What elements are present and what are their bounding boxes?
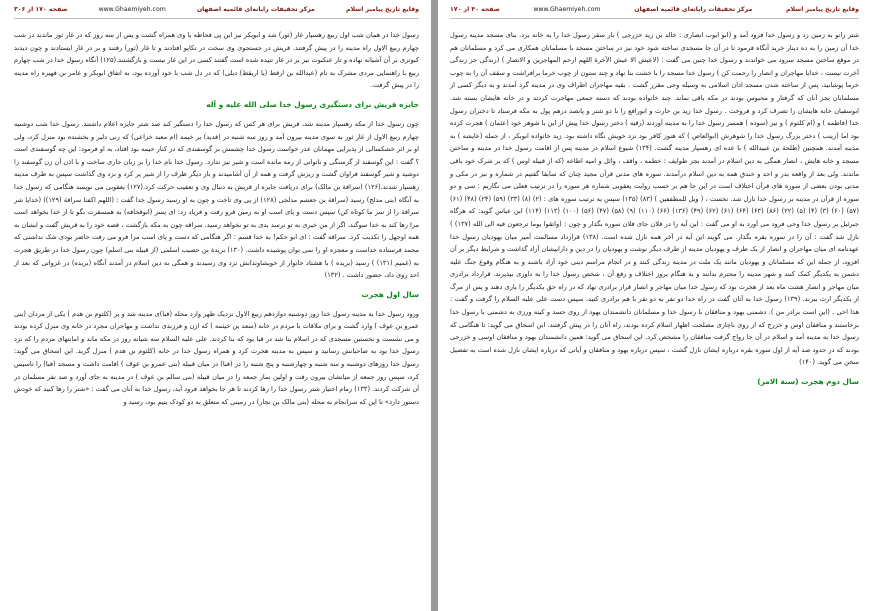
book-title: وقایع تاریخ پیامبر اسلام: [785, 5, 859, 13]
paragraph: شتر زانو به زمین زد و رسول خدا فرود آمد و (ابو ایوب انصاری : خالد بن زید خزرجی ) بار سفر رسول خدا را به خانه برد. بنای مسجد مدینه رسول خدا آن زمین را به ده دینار خرید آنگاه فرمود تا در آن جا مسجدی ساخته شود خود نیز در ساختن مسجد با مسلمانان همکاری می کرد و مسلمانان هم در موقع ساختن مسجد سرود می خواندند و رسول خدا چنین می گفت : (لاعیش الا عیش الآخرة اللهم ارحم المهاجرین و الانصار ) (زندگی جز زندگی آخرت نیست ، خدایا مهاجران و انصار را رحمت کن ) رسول خدا مسجد را با خشت بنا نهاد و چند ستون از چوب خرما برافراشت و سقف آن را به چوب خرما پوشانید، پس از ساخته شدن مسجد اذان اسلامی به وسیله وحی مقرر گشت . بقیه مهاجران اطراف وی در مدینه گرد آمدند و به دیگر کسی از مسلمانان بجز آنان که گرفتار و محبوس بودند در مکه باقی نماند. چند خانواده بودند که دسته جمعی مهاجرت کردند و در خانه هایشان بسته شد. ابوسفیان خانه هایشان را تصرف کرد و فروخت . رسول خدا زید بن حارث و ابورافع را با دو شتر و پانصد درهم پول به مکه فرستاد تا دختران رسول خدا (فاطمه ) و (ام کلثوم ) و نیز (سوده ) همسر رسول خدا را به مدینه آوردند (رقیه ) دختر رسول خدا پیش از این با شوهر خود (عثمان ) هجرت کرده بود اما (زینب ) دختر بزرگ رسول خدا را شوهرش (ابوالعاص ) که هنوز کافر بود نزد خویش نگاه داشته بود. زید خانواده ابوبکر ، از جمله (عایشه ) به مدینه آمدند. همچنین (طلحة بن عبیدالله ) با عده ای رهسپار مدینه گشت. (۱۳۴) شیوع اسلام در مدینه پس از اقامت رسول خدا در مدینه و ساختن مسجد و خانه هایش ، انصار همگی به دین اسلام در آمدند بجز طوایف : خطمه ، واقف ، وائل و امیه اطاعه (که از قبیله اوس ) که بر شرک خود باقی ماندند. ولی بعد از واقعه بدر و احد و خندق همه به دین اسلام درآمدند. سوره های مدنی قرآن مجید چنان که سابقا گفتیم در شماره و نیز در مکی و مدنی بودن بعضی از سوره های قرآن اختلاف است در این جا هم بر حسب روایت یعقوبی شماره هر سوره را در ترتیب فعلی می نگاریم : سی و دو سوره از قرآن در مدینه بر رسول خدا نازل شد. نخست ، ( ویل للمطففین ) (۸۳) (۱۳۵) سپس به ترتیب سوره های : (۲) (۸) (۳۳) (۵۹) (۲۴) (۴۸) (۶۱) (۵۷) (۶۰) (۳) (۴) (۵) (۲۲) (۸۶) (۶۳) (۶۴) (۶۱) (۶۲) (۴۹) (۱۳۶) (۶۶) (۱۱۰) (۹) (۵۸) (۴۷) (۵۶) (۱۰۰) (۱۱۳) (۱۱۴) ابن عباس گوید: که هرگاه جبرئیل بر رسول خدا وحی فرود می آورد به او می گفت : این آیه را در فلان جای فلان سوره بگذار و چون : (واتقوا یوما ترجعون فیه الی الله (۱۳۷) ) نازل شد گفت : آن را در سوره بقره بگذار. می گویند این آیه در آخر همه نازل شده است. (۱۳۸) قرارداد مسالمت آمیز میان یهودیان رسول خدا عهدنامه ای میان مهاجران و انصار از یک طرف و یهودیان مدینه از طرف دیگر نوشت و یهودیان را در دین و داراییشان آزاد گذاشت و شرایط دیگر بر آن افزود، از جمله این که مسلمانان و یهودیان مانند یک ملت در مدینه زندگی کنند و در انجام مراسم دینی خود آزاد باشند و به هنگام وقوع جنگ علیه دشمن به یکدیگر کمک کنند و شهر مدینه را محترم بدانند و به هنگام بروز اختلاف و رفع آن ، شخص رسول خدا را به داوری بپذیرند. قرارداد برادری میان مهاجر و انصار هشت ماه بعد از هجرت بود که رسول خدا میان مهاجر و انصار قرار برادری نهاد که در راه حق یکدیگر را یاری دهند و پس از مرگ از یکدیگر ارث ببرند. (۱۳۹) رسول خدا به آنان گفت در راه خدا دو نفر به دو نفر با هم برادری کنید، سپس دست علی علیه السلام را گرفت و گفت : هذا اخی . (این است برادر من ). دشمنی یهود و منافقان با رسول خدا و مسلمانان دانشمندان یهود از روی حسد و کینه ورزی به دشمنی با رسول خدا برخاستند و منافقان اوس و خزرج که از روی ناچاری مصلحت اظهار اسلام کرده بودند، راه آنان را در پیش گرفتند. ابن اسحاق می گوید: تا هنگامی که رسول خدا به مدینه آمد و اسلام در آن جا رواج گرفت منافقان را مشخص کرد. ابن اسحاق می گوید: همین دانشمندان یهود و منافقان اوسی و خزرجی بودند که در حدود صد آیه از اول سوره بقره درباره ایشان نازل گشت ، سپس درباره یهود و منافقان و آیاتی که درباره ایشان نازل شده است به تفصیل سخن می گوید. (۱۴۰): [450, 31, 859, 367]
right-page: [438, 0, 871, 611]
right-page-header: [450, 0, 859, 19]
page-number: صفحه ۱۷۰ از ۳۰۶: [14, 5, 68, 13]
section-heading: سال اول هجرت: [361, 289, 419, 299]
paragraph: ورود رسول خدا به مدینه رسول خدا روز دوشنبه دوازدهم ربیع الاول نزدیک ظهر وارد محله (قبا)ی مدینه شد و بر (کلثوم بن هدم ) یکی از مردان (بنی عمرو بن عوف ) وارد گشت و برای ملاقات با مردم در خانه (سعد بن خیثمه ) که ازن و فرزندی نداشت و مهاجران مجرد در خانه وی منزل کرده بودند و می نشست و نخستین مسجدی که در اسلام بنا شد در قبا بود که بنا کردند. علی علیه السلام سه شبانه روز در مکه ماند و امانتهای مردم را که نزد رسول خدا بود به صاحبانش رسانید و سپس به مدینه هجرت کرد و همراه رسول خدا در خانه (کلثوم بن هدم ) منزل گزید. ابن اسحاق می گوید: رسول خدا روزهای دوشنبه و سه شنبه و چهارشنبه و پنج شنبه را در (قبا) در میان قبیله (بنی عمرو بن عوف ) اقامت داشت و مسجد (قبا) را تاسیس کرد، سپس روز جمعه از میانشان بیرون رفت و اولین نماز جمعه را در میان قبیله (بنی سالم بن عوف ) در مدینه به جای آورد و صد نفر مسلمان در آن شرکت کردند. (۱۳۳) زمام اختیار شتر رسول خدا را رها کردند تا هر جا بخواهد فرود آید، رسول خدا به آنان می گفت : «شتر را رها کنید که خودش دستور دارد» تا این که سرانجام به محله (بنی مالک بن نجار) در زمینی که متعلق به دو کودک یتیم بود، رسید و: [14, 309, 419, 406]
paragraph: چون رسول خدا از مکه رهسپار مدینه شد، قریش برای هر کس که رسول خدا را دستگیر کند صد شتر جایزه اعلام داشتند. رسول خدا شب دوشنبه چهارم ربیع الاول از غار ثور به سوی مدینه بیرون آمد و روز سه شنبه در (قدید) بر خیمه (ام معبد خزاعی) که زنی دلیر و بخشنده بود منزل کرد، ولی او بر اثر خشکسالی از پذیرایی مهمانان عذر خواست رسول خدا چشمش بر گوسفندی که در کنار خیمه بود افتاد، به او فرمود: این چه گوسفندی است ؟ گفت : این گوسفند از گرسنگی و ناتوانی از رمه مانده است و شیر نیز ندارد. رسول خدا نام خدا را بر زبان جاری ساخت و با اذن آن زن گوسفند را دوشید و شیر گوسفند فراوان گشت و ریزش گرفت و همه از آن آشامیدند و بار دیگر ظرف را از شیر پر کرد و نزد وی گذاشت سپس به طرف مدینه رهسپار شدند.(۱۲۶) (سراقة بن مالک) برای دریافت جایزه از قریش به دنبال وی و تعقیب حرکت کرد.(۱۲۷) یعقوبی می نویسد هنگامی که رسول خدا به آنگاه (بنی مدلج) رسید (سراقة بن جعشم مدلجی (۱۲۸) از پی وی تاخت و چون به او رسید رسول خدا گفت : (اللهم اکفنا سراقة (۱۲۹)) (خدایا شر سراقة را از سر ما کوتاه کن) سپس دست و پای اسب او به زمین فرو رفت و فریاد زد: ای پسر (ابوقحافه) به همسفرت بگو تا از خدا بخواهد اسب مرا رها کند به خدا سوگند، اگر از من خیری به تو نرسد بدی به تو نخواهد رسید. سراقه چون به مکه بازگشت ، قصه خود را به قریش گفت و ایشان به همه اوجهل را تکذیب کرد. سراقه گفت : ای ابو حکم! به خدا قسم : اگر هنگامی که دست و پای اسب مرا فرو می رفت حاضر بودی شک نداشتی که محمد فرستاده خداست و معجزه او را نمی توان پوشیده داشت. (۱۳۰) بریدة بن حصیب اسلمی (از قبیله بنی اسلم) چون رسول خدا در طریق هجرت به (غمیم (۱۳۱) ) رسید (بریده ) با هشتاد خانوار از خویشاوندانش نزد وی رسیدند و همگی به دین اسلام در آمدند آنگاه (بریده) در غزواتی که بعد از احد روی داد، حضور داشت . (۱۳۲): [14, 119, 420, 280]
book-title: وقایع تاریخ پیامبر اسلام: [345, 5, 419, 13]
publisher-name: مرکز تحقیقات رایانه‌ای قائمیه اصفهان: [196, 5, 315, 13]
section-heading: سال دوم هجرت (سنة الامر): [757, 377, 859, 387]
website-link[interactable]: www.Ghaemiyeh.com: [98, 5, 166, 13]
left-page-header: [14, 0, 419, 19]
website-link[interactable]: www.Ghaemiyeh.com: [533, 5, 601, 13]
page-number: صفحه ۴۰ از ۱۷۰: [450, 5, 500, 13]
publisher-name: مرکز تحقیقات رایانه‌ای قائمیه اصفهان: [634, 5, 753, 13]
section-heading: جایزه قریش برای دستگیری رسول خدا صلی الله علیه و آله: [206, 99, 419, 109]
left-page: [0, 0, 431, 611]
paragraph: رسول خدا در همان شب اول ربیع رهسپار غار (ثور) شد و ابوبکر نیز این پی فحاظه با وی همراه گشت و پس از سه روز که در غار ثور ماندند در شب چهارم ربیع الاول راه مدینه را در پیش گرفتند. قریش در جستجوی وی سخت در تکاپو افتادند و تا غار (ثور) رفتند و بر در غار ایستادند و چون دیدند کبوتری بر آن آشیانه نهاده و تار عنکبوت نیز بر در غار تنیده شده است گفتند کسی در این غار نیست و بازگشتند.(۱۲۵) آنگاه رسول خدا در شب چهارم ربیع با راهنمایی مردی مشرک به نام (عبدالله بن ارقط (یا اریقط) دیلی) که در دل شب با خود آورده بود، به اتفاق ابوبکر و عامر بن فهیره راه مدینه را در پیش گرفت.: [14, 31, 419, 90]
